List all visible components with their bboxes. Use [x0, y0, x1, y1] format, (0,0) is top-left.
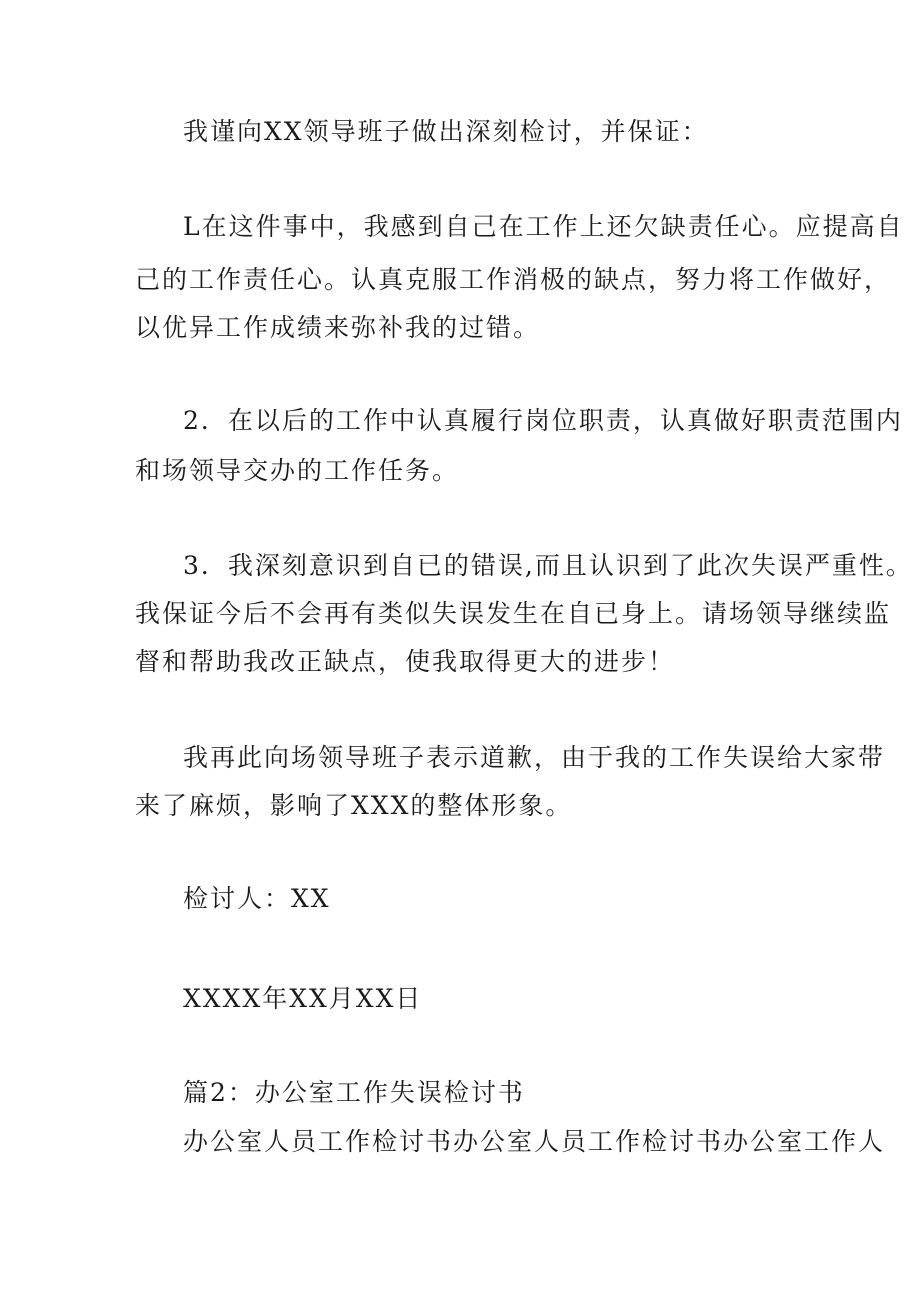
paragraph-item-1-line-3: 以优异工作成绩来弥补我的过错。	[135, 313, 541, 342]
paragraph-pledge-intro: 我谨向XX领导班子做出深刻检讨，并保证：	[183, 117, 709, 146]
section-title: 篇2：办公室工作失误检讨书	[183, 1078, 525, 1107]
paragraph-item-1-line-2: 己的工作责任心。认真克服工作消极的缺点，努力将工作做好，	[135, 265, 892, 294]
paragraph-apology-line-2: 来了麻烦，影响了XXX的整体形象。	[135, 791, 573, 820]
paragraph-item-3-line-3: 督和帮助我改正缺点，使我取得更大的进步！	[135, 647, 676, 676]
date-line: XXXX年XX月XX日	[183, 984, 423, 1013]
paragraph-item-2-line-1: 2．在以后的工作中认真履行岗位职责，认真做好职责范围内	[183, 406, 903, 435]
paragraph-item-1-line-1: L在这件事中，我感到自己在工作上还欠缺责任心。应提高自	[183, 212, 904, 241]
paragraph-apology-line-1: 我再此向场领导班子表示道歉，由于我的工作失误给大家带	[183, 743, 886, 772]
paragraph-item-3-line-2: 我保证今后不会再有类似失误发生在自已身上。请场领导继续监	[135, 599, 892, 628]
paragraph-item-2-line-2: 和场领导交办的工作任务。	[135, 456, 460, 485]
signature-line: 检讨人：XX	[183, 884, 331, 913]
paragraph-item-3-line-1: 3．我深刻意识到自已的错误,而且认识到了此次失误严重性。	[183, 551, 913, 580]
section-first-line: 办公室人员工作检讨书办公室人员工作检讨书办公室工作人	[183, 1127, 886, 1156]
